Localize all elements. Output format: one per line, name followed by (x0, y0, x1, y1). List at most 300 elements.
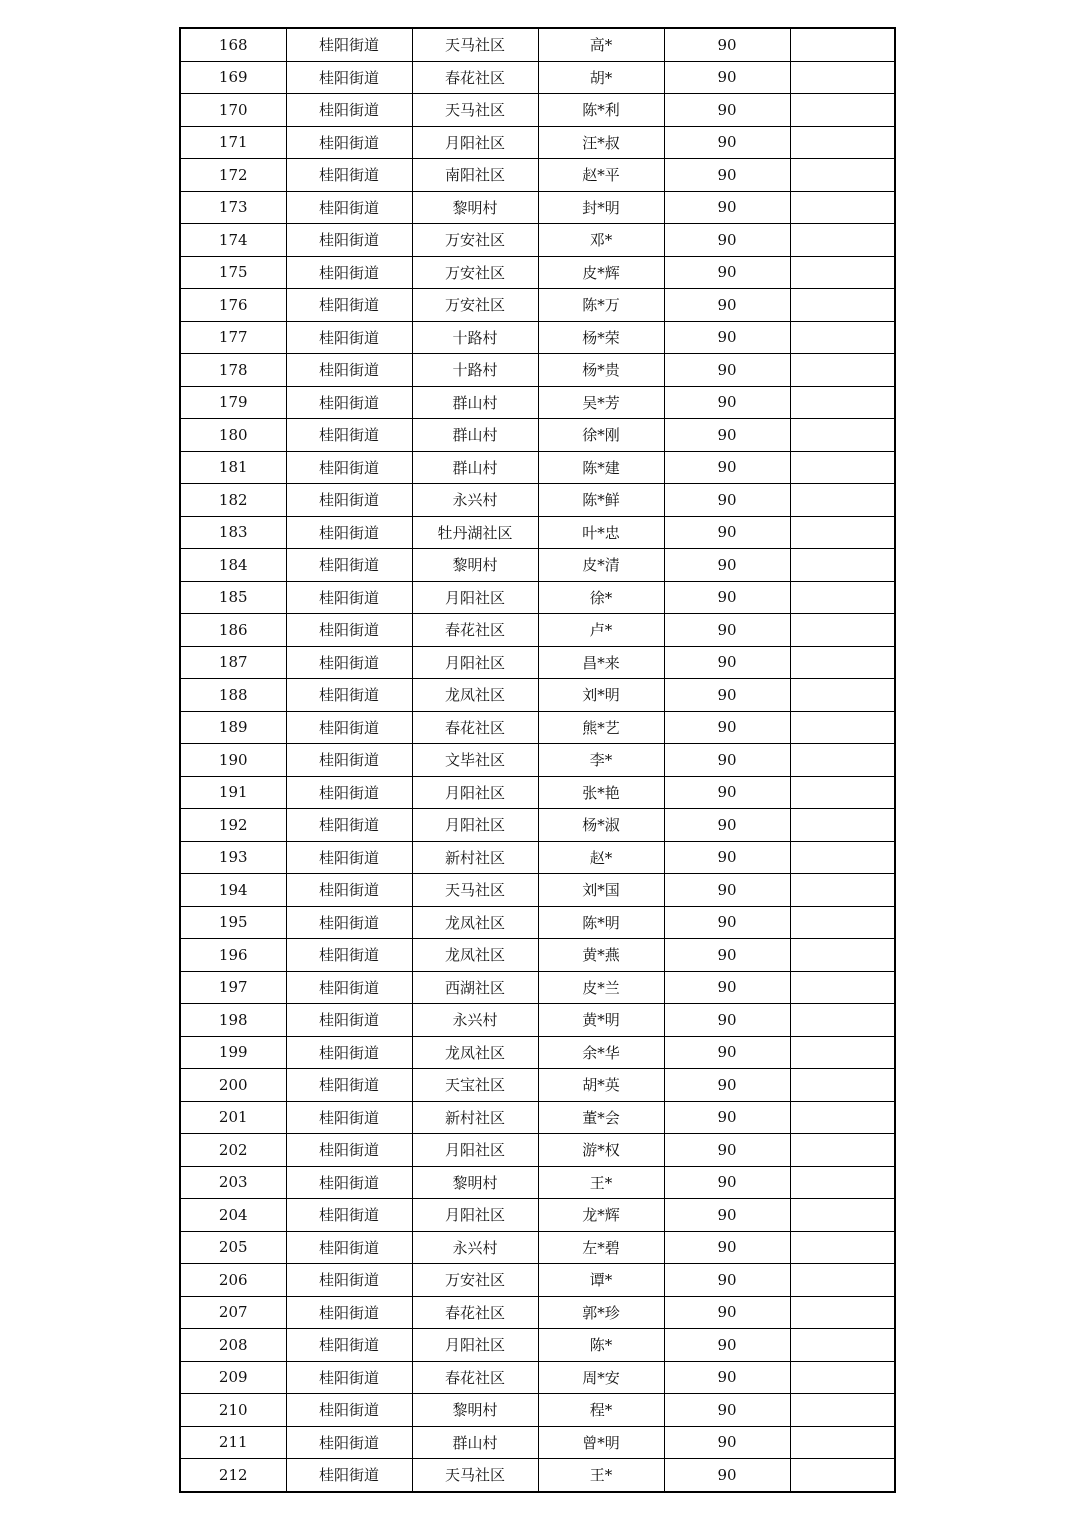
community-cell: 群山村 (412, 386, 538, 419)
community-cell: 龙凤社区 (412, 939, 538, 972)
table-row (180, 61, 895, 94)
amount-cell: 90 (664, 1036, 790, 1069)
community-cell: 月阳社区 (412, 1199, 538, 1232)
remark-cell (790, 1459, 895, 1492)
community-cell: 月阳社区 (412, 581, 538, 614)
remark-cell (790, 1426, 895, 1459)
community-cell: 黎明村 (412, 1166, 538, 1199)
serial-number-cell: 196 (180, 939, 286, 972)
remark-cell (790, 1231, 895, 1264)
table-row (180, 939, 895, 972)
amount-cell: 90 (664, 1426, 790, 1459)
community-cell: 十路村 (412, 321, 538, 354)
table-row (180, 679, 895, 712)
amount-cell: 90 (664, 614, 790, 647)
serial-number-cell: 177 (180, 321, 286, 354)
table-row (180, 1296, 895, 1329)
street-cell: 桂阳街道 (286, 1394, 412, 1427)
name-cell: 刘*国 (538, 874, 664, 907)
street-cell: 桂阳街道 (286, 939, 412, 972)
amount-cell: 90 (664, 776, 790, 809)
amount-cell: 90 (664, 1264, 790, 1297)
name-cell: 熊*艺 (538, 711, 664, 744)
community-cell: 月阳社区 (412, 776, 538, 809)
amount-cell: 90 (664, 809, 790, 842)
remark-cell (790, 614, 895, 647)
serial-number-cell: 182 (180, 484, 286, 517)
amount-cell: 90 (664, 1004, 790, 1037)
amount-cell: 90 (664, 1166, 790, 1199)
name-cell: 陈*建 (538, 451, 664, 484)
community-cell: 龙凤社区 (412, 1036, 538, 1069)
street-cell: 桂阳街道 (286, 386, 412, 419)
serial-number-cell: 170 (180, 94, 286, 127)
remark-cell (790, 191, 895, 224)
serial-number-cell: 168 (180, 28, 286, 61)
amount-cell: 90 (664, 1069, 790, 1102)
street-cell: 桂阳街道 (286, 679, 412, 712)
table-row (180, 1231, 895, 1264)
serial-number-cell: 178 (180, 354, 286, 387)
table-row (180, 354, 895, 387)
street-cell: 桂阳街道 (286, 1166, 412, 1199)
name-cell: 陈*利 (538, 94, 664, 127)
serial-number-cell: 185 (180, 581, 286, 614)
community-cell: 群山村 (412, 1426, 538, 1459)
amount-cell: 90 (664, 1459, 790, 1492)
serial-number-cell: 206 (180, 1264, 286, 1297)
amount-cell: 90 (664, 1394, 790, 1427)
table-row (180, 94, 895, 127)
amount-cell: 90 (664, 159, 790, 192)
street-cell: 桂阳街道 (286, 711, 412, 744)
amount-cell: 90 (664, 939, 790, 972)
name-cell: 陈*鲜 (538, 484, 664, 517)
name-cell: 王* (538, 1166, 664, 1199)
name-cell: 徐* (538, 581, 664, 614)
name-cell: 程* (538, 1394, 664, 1427)
name-cell: 李* (538, 744, 664, 777)
table-row (180, 549, 895, 582)
name-cell: 游*权 (538, 1134, 664, 1167)
name-cell: 左*碧 (538, 1231, 664, 1264)
community-cell: 天马社区 (412, 28, 538, 61)
remark-cell (790, 679, 895, 712)
remark-cell (790, 1329, 895, 1362)
street-cell: 桂阳街道 (286, 451, 412, 484)
table-row (180, 419, 895, 452)
street-cell: 桂阳街道 (286, 581, 412, 614)
street-cell: 桂阳街道 (286, 614, 412, 647)
amount-cell: 90 (664, 191, 790, 224)
amount-cell: 90 (664, 484, 790, 517)
serial-number-cell: 174 (180, 224, 286, 257)
amount-cell: 90 (664, 1296, 790, 1329)
name-cell: 张*艳 (538, 776, 664, 809)
serial-number-cell: 212 (180, 1459, 286, 1492)
name-cell: 封*明 (538, 191, 664, 224)
name-cell: 陈*万 (538, 289, 664, 322)
community-cell: 永兴村 (412, 484, 538, 517)
amount-cell: 90 (664, 61, 790, 94)
remark-cell (790, 646, 895, 679)
name-cell: 刘*明 (538, 679, 664, 712)
table-row (180, 744, 895, 777)
community-cell: 十路村 (412, 354, 538, 387)
name-cell: 吴*芳 (538, 386, 664, 419)
serial-number-cell: 189 (180, 711, 286, 744)
table-row (180, 971, 895, 1004)
street-cell: 桂阳街道 (286, 516, 412, 549)
community-cell: 万安社区 (412, 289, 538, 322)
street-cell: 桂阳街道 (286, 484, 412, 517)
name-cell: 余*华 (538, 1036, 664, 1069)
street-cell: 桂阳街道 (286, 94, 412, 127)
remark-cell (790, 841, 895, 874)
remark-cell (790, 1004, 895, 1037)
serial-number-cell: 193 (180, 841, 286, 874)
amount-cell: 90 (664, 1134, 790, 1167)
name-cell: 周*安 (538, 1361, 664, 1394)
serial-number-cell: 191 (180, 776, 286, 809)
street-cell: 桂阳街道 (286, 419, 412, 452)
serial-number-cell: 208 (180, 1329, 286, 1362)
street-cell: 桂阳街道 (286, 809, 412, 842)
serial-number-cell: 181 (180, 451, 286, 484)
community-cell: 天马社区 (412, 94, 538, 127)
street-cell: 桂阳街道 (286, 744, 412, 777)
street-cell: 桂阳街道 (286, 159, 412, 192)
table-row (180, 776, 895, 809)
table-row (180, 1199, 895, 1232)
table-row (180, 581, 895, 614)
community-cell: 万安社区 (412, 1264, 538, 1297)
serial-number-cell: 179 (180, 386, 286, 419)
amount-cell: 90 (664, 679, 790, 712)
serial-number-cell: 176 (180, 289, 286, 322)
amount-cell: 90 (664, 1199, 790, 1232)
community-cell: 文毕社区 (412, 744, 538, 777)
name-cell: 邓* (538, 224, 664, 257)
serial-number-cell: 203 (180, 1166, 286, 1199)
serial-number-cell: 188 (180, 679, 286, 712)
street-cell: 桂阳街道 (286, 191, 412, 224)
name-cell: 昌*来 (538, 646, 664, 679)
remark-cell (790, 516, 895, 549)
name-cell: 汪*叔 (538, 126, 664, 159)
remark-cell (790, 484, 895, 517)
table-row (180, 1004, 895, 1037)
serial-number-cell: 180 (180, 419, 286, 452)
name-cell: 高* (538, 28, 664, 61)
table-row (180, 289, 895, 322)
remark-cell (790, 744, 895, 777)
amount-cell: 90 (664, 321, 790, 354)
remark-cell (790, 1101, 895, 1134)
amount-cell: 90 (664, 971, 790, 1004)
table-row (180, 1036, 895, 1069)
amount-cell: 90 (664, 874, 790, 907)
community-cell: 群山村 (412, 419, 538, 452)
street-cell: 桂阳街道 (286, 1426, 412, 1459)
street-cell: 桂阳街道 (286, 1264, 412, 1297)
serial-number-cell: 192 (180, 809, 286, 842)
serial-number-cell: 173 (180, 191, 286, 224)
serial-number-cell: 175 (180, 256, 286, 289)
remark-cell (790, 61, 895, 94)
name-cell: 龙*辉 (538, 1199, 664, 1232)
street-cell: 桂阳街道 (286, 906, 412, 939)
amount-cell: 90 (664, 451, 790, 484)
remark-cell (790, 549, 895, 582)
amount-cell: 90 (664, 1231, 790, 1264)
table-row (180, 321, 895, 354)
remark-cell (790, 874, 895, 907)
community-cell: 天宝社区 (412, 1069, 538, 1102)
street-cell: 桂阳街道 (286, 224, 412, 257)
table-row (180, 484, 895, 517)
amount-cell: 90 (664, 516, 790, 549)
table-row (180, 1069, 895, 1102)
name-cell: 皮*兰 (538, 971, 664, 1004)
table-row (180, 1329, 895, 1362)
amount-cell: 90 (664, 1329, 790, 1362)
community-cell: 黎明村 (412, 191, 538, 224)
name-cell: 郭*珍 (538, 1296, 664, 1329)
remark-cell (790, 1296, 895, 1329)
amount-cell: 90 (664, 354, 790, 387)
serial-number-cell: 187 (180, 646, 286, 679)
table-row (180, 256, 895, 289)
table-row (180, 1394, 895, 1427)
community-cell: 永兴村 (412, 1004, 538, 1037)
street-cell: 桂阳街道 (286, 549, 412, 582)
remark-cell (790, 906, 895, 939)
name-cell: 黄*燕 (538, 939, 664, 972)
amount-cell: 90 (664, 549, 790, 582)
community-cell: 永兴村 (412, 1231, 538, 1264)
amount-cell: 90 (664, 289, 790, 322)
remark-cell (790, 581, 895, 614)
street-cell: 桂阳街道 (286, 1199, 412, 1232)
remark-cell (790, 971, 895, 1004)
remark-cell (790, 159, 895, 192)
remark-cell (790, 1069, 895, 1102)
table-row (180, 126, 895, 159)
name-cell: 赵* (538, 841, 664, 874)
serial-number-cell: 171 (180, 126, 286, 159)
name-cell: 胡*英 (538, 1069, 664, 1102)
table-row (180, 1361, 895, 1394)
serial-number-cell: 197 (180, 971, 286, 1004)
amount-cell: 90 (664, 1101, 790, 1134)
table-row (180, 1426, 895, 1459)
remark-cell (790, 1134, 895, 1167)
community-cell: 春花社区 (412, 614, 538, 647)
remark-cell (790, 321, 895, 354)
remark-cell (790, 256, 895, 289)
serial-number-cell: 198 (180, 1004, 286, 1037)
serial-number-cell: 201 (180, 1101, 286, 1134)
community-cell: 万安社区 (412, 224, 538, 257)
table-row (180, 1101, 895, 1134)
serial-number-cell: 205 (180, 1231, 286, 1264)
name-cell: 卢* (538, 614, 664, 647)
street-cell: 桂阳街道 (286, 1036, 412, 1069)
table-row (180, 191, 895, 224)
table-row (180, 159, 895, 192)
community-cell: 春花社区 (412, 711, 538, 744)
table-row (180, 451, 895, 484)
table-row (180, 1459, 895, 1492)
remark-cell (790, 711, 895, 744)
community-cell: 龙凤社区 (412, 679, 538, 712)
street-cell: 桂阳街道 (286, 28, 412, 61)
street-cell: 桂阳街道 (286, 256, 412, 289)
amount-cell: 90 (664, 744, 790, 777)
table-row (180, 841, 895, 874)
remark-cell (790, 776, 895, 809)
community-cell: 月阳社区 (412, 1134, 538, 1167)
name-cell: 皮*清 (538, 549, 664, 582)
remark-cell (790, 1394, 895, 1427)
amount-cell: 90 (664, 126, 790, 159)
amount-cell: 90 (664, 419, 790, 452)
serial-number-cell: 200 (180, 1069, 286, 1102)
community-cell: 黎明村 (412, 549, 538, 582)
table-row (180, 874, 895, 907)
remark-cell (790, 224, 895, 257)
street-cell: 桂阳街道 (286, 321, 412, 354)
street-cell: 桂阳街道 (286, 1101, 412, 1134)
remark-cell (790, 419, 895, 452)
table-row (180, 224, 895, 257)
table-row (180, 1134, 895, 1167)
street-cell: 桂阳街道 (286, 61, 412, 94)
table-row (180, 614, 895, 647)
serial-number-cell: 204 (180, 1199, 286, 1232)
serial-number-cell: 209 (180, 1361, 286, 1394)
street-cell: 桂阳街道 (286, 126, 412, 159)
amount-cell: 90 (664, 94, 790, 127)
street-cell: 桂阳街道 (286, 1004, 412, 1037)
name-cell: 叶*忠 (538, 516, 664, 549)
street-cell: 桂阳街道 (286, 971, 412, 1004)
amount-cell: 90 (664, 581, 790, 614)
remark-cell (790, 126, 895, 159)
community-cell: 天马社区 (412, 874, 538, 907)
name-cell: 徐*刚 (538, 419, 664, 452)
community-cell: 月阳社区 (412, 126, 538, 159)
serial-number-cell: 172 (180, 159, 286, 192)
amount-cell: 90 (664, 386, 790, 419)
remark-cell (790, 939, 895, 972)
remark-cell (790, 1166, 895, 1199)
remark-cell (790, 1199, 895, 1232)
community-cell: 黎明村 (412, 1394, 538, 1427)
table-row (180, 516, 895, 549)
name-cell: 赵*平 (538, 159, 664, 192)
name-cell: 黄*明 (538, 1004, 664, 1037)
serial-number-cell: 194 (180, 874, 286, 907)
name-cell: 谭* (538, 1264, 664, 1297)
street-cell: 桂阳街道 (286, 289, 412, 322)
name-cell: 皮*辉 (538, 256, 664, 289)
community-cell: 月阳社区 (412, 1329, 538, 1362)
street-cell: 桂阳街道 (286, 354, 412, 387)
remark-cell (790, 1361, 895, 1394)
serial-number-cell: 190 (180, 744, 286, 777)
serial-number-cell: 202 (180, 1134, 286, 1167)
name-cell: 陈* (538, 1329, 664, 1362)
amount-cell: 90 (664, 28, 790, 61)
community-cell: 春花社区 (412, 1296, 538, 1329)
community-cell: 天马社区 (412, 1459, 538, 1492)
table-row (180, 1166, 895, 1199)
amount-cell: 90 (664, 646, 790, 679)
serial-number-cell: 199 (180, 1036, 286, 1069)
community-cell: 新村社区 (412, 1101, 538, 1134)
name-cell: 胡* (538, 61, 664, 94)
name-cell: 杨*贵 (538, 354, 664, 387)
amount-cell: 90 (664, 711, 790, 744)
community-cell: 月阳社区 (412, 809, 538, 842)
table-row (180, 386, 895, 419)
community-cell: 群山村 (412, 451, 538, 484)
amount-cell: 90 (664, 841, 790, 874)
table-row (180, 646, 895, 679)
name-cell: 杨*荣 (538, 321, 664, 354)
name-cell: 陈*明 (538, 906, 664, 939)
community-cell: 春花社区 (412, 61, 538, 94)
remark-cell (790, 386, 895, 419)
serial-number-cell: 184 (180, 549, 286, 582)
roster-table (179, 27, 896, 1493)
street-cell: 桂阳街道 (286, 841, 412, 874)
remark-cell (790, 809, 895, 842)
remark-cell (790, 28, 895, 61)
community-cell: 南阳社区 (412, 159, 538, 192)
serial-number-cell: 169 (180, 61, 286, 94)
street-cell: 桂阳街道 (286, 874, 412, 907)
amount-cell: 90 (664, 224, 790, 257)
serial-number-cell: 186 (180, 614, 286, 647)
table-row (180, 906, 895, 939)
table-row (180, 1264, 895, 1297)
street-cell: 桂阳街道 (286, 1329, 412, 1362)
remark-cell (790, 94, 895, 127)
amount-cell: 90 (664, 1361, 790, 1394)
community-cell: 西湖社区 (412, 971, 538, 1004)
community-cell: 春花社区 (412, 1361, 538, 1394)
remark-cell (790, 1264, 895, 1297)
street-cell: 桂阳街道 (286, 1361, 412, 1394)
community-cell: 龙凤社区 (412, 906, 538, 939)
street-cell: 桂阳街道 (286, 1231, 412, 1264)
community-cell: 月阳社区 (412, 646, 538, 679)
street-cell: 桂阳街道 (286, 1296, 412, 1329)
street-cell: 桂阳街道 (286, 776, 412, 809)
street-cell: 桂阳街道 (286, 1134, 412, 1167)
amount-cell: 90 (664, 906, 790, 939)
name-cell: 王* (538, 1459, 664, 1492)
serial-number-cell: 211 (180, 1426, 286, 1459)
remark-cell (790, 354, 895, 387)
table-row (180, 809, 895, 842)
name-cell: 董*会 (538, 1101, 664, 1134)
remark-cell (790, 1036, 895, 1069)
table-row (180, 28, 895, 61)
